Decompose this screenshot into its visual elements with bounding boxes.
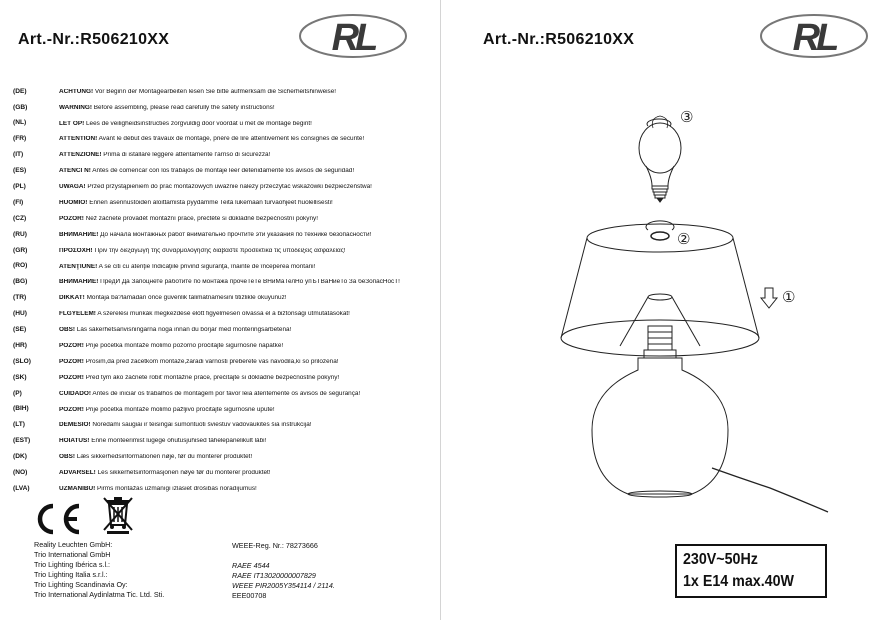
language-code: (LT)	[13, 421, 25, 429]
warning-text	[59, 391, 360, 397]
svg-text:RL: RL	[331, 17, 375, 59]
warning-heading: OBS!	[59, 327, 75, 334]
rl-logo-right	[758, 12, 870, 60]
language-code: (LVA)	[13, 484, 30, 492]
company-line: Trio International GmbH	[34, 550, 111, 559]
warning-row	[13, 434, 433, 450]
language-code: (TR)	[13, 294, 27, 302]
warning-row	[13, 370, 433, 386]
warning-body: ПредИ Да Запоцнете работите по монтажа прочеТеТе ВНиМаТелНо упЪТВаНиеТо За беЗопасНосТ!	[100, 279, 400, 286]
language-code: (SK)	[13, 373, 27, 381]
warning-heading: ATENCI N!	[59, 168, 91, 175]
language-code: (EST)	[13, 437, 31, 445]
warning-body: Než začnete provádět montážní práce, přečtěte si důkladně bezpečnostní pokyny!	[85, 215, 318, 222]
warning-row	[13, 386, 433, 402]
warning-row	[13, 354, 433, 370]
warning-row	[13, 84, 433, 100]
warning-body: Prosim,da pred zacetkom montaze,zaradi varnosti preberete vas navodila,ki so prilozena!	[85, 358, 339, 365]
lamp-socket	[644, 326, 676, 358]
warning-row	[13, 338, 433, 354]
warning-heading: ATTENTION!	[59, 136, 98, 143]
voltage-spec: 230V~50Hz	[683, 551, 758, 568]
warning-row	[13, 291, 433, 307]
safety-warnings-list	[13, 84, 433, 497]
warning-body: Prije početka montaže molimo pažljivo pročitajte sigurnosne upute!	[85, 406, 275, 413]
warning-text	[59, 121, 312, 127]
warning-row	[13, 275, 433, 291]
warning-heading: ATTENZIONE!	[59, 152, 102, 159]
warning-text	[59, 200, 333, 206]
warning-row	[13, 306, 433, 322]
warning-body: A se citi cu atenţie Indicaţiile privind siguranţa, înainte de începerea montării!	[98, 263, 316, 270]
warning-row	[13, 195, 433, 211]
warning-heading: ΠΡΟΣΟΧΗ!	[59, 247, 93, 254]
language-code: (FI)	[13, 198, 24, 206]
warning-body: Läs säkerhetsanvisningarna noga innan du börjar med monteringsarbetena!	[76, 327, 292, 334]
warning-text	[59, 232, 371, 238]
warning-row	[13, 100, 433, 116]
warning-heading: POZOR!	[59, 358, 84, 365]
warning-heading: HUOMIO!	[59, 199, 88, 206]
rl-logo-left	[297, 12, 409, 60]
svg-text:RL: RL	[792, 17, 836, 59]
step-3-label: ③	[680, 108, 694, 126]
warning-body: Πριν την διεξαγωγή της συναρμολόγησης διαβάστε προσεκτικά τις υποδείξεις ασφαλείας!	[94, 247, 346, 254]
language-code: (FR)	[13, 135, 27, 143]
warning-text	[59, 343, 283, 349]
warning-heading: WARNING!	[59, 104, 93, 111]
company-line: Trio International Aydinlatma Tic. Ltd. Sti.	[34, 590, 165, 599]
warning-body: Przed przystąpieniem do prac montażowych uważnie należy przeczytać wskazówki bezpieczeństwa!	[87, 184, 372, 191]
warning-body: Prima di istallare leggere attentamente l'arriso di sicurezza!	[103, 152, 271, 159]
ce-mark-icon	[33, 502, 83, 536]
warning-row	[13, 179, 433, 195]
bulb-spec: 1x E14 max.40W	[683, 573, 794, 590]
spec-box	[675, 544, 827, 598]
warning-row	[13, 481, 433, 497]
warning-heading: HOIATUS!	[59, 438, 90, 445]
warning-body: Lees de veiligheidsinstructies zorgvuldig door voordat u met de montage begint!	[86, 120, 312, 127]
language-code: (P)	[13, 389, 22, 397]
warning-text	[59, 422, 312, 428]
warning-text	[59, 184, 372, 190]
warning-heading: UWAGA!	[59, 184, 86, 191]
weee-registration: WEEE-Reg. Nr.: 78273666	[232, 541, 318, 550]
language-code: (NO)	[13, 469, 28, 477]
language-code: (DK)	[13, 453, 27, 461]
warning-row	[13, 243, 433, 259]
language-code: (ES)	[13, 167, 27, 175]
language-code: (BG)	[13, 278, 28, 286]
warning-text	[59, 216, 318, 222]
warning-row	[13, 322, 433, 338]
warning-body: Prije početka montaže molimo pozorno pročitajte sigurnosne napatke!	[85, 342, 284, 349]
warning-heading: POZOR!	[59, 374, 84, 381]
warning-body: Montaja ba?lamadan önce güvenlik talimatnamesini titizlikle okuyunuz!	[86, 295, 287, 302]
warning-row	[13, 402, 433, 418]
warning-text	[59, 327, 291, 333]
warning-heading: OBS!	[59, 454, 75, 461]
language-code: (HR)	[13, 341, 27, 349]
raee-es: RAEE 4544	[232, 561, 270, 570]
company-addresses	[34, 540, 164, 600]
warning-text	[59, 105, 275, 111]
language-code: (DE)	[13, 87, 27, 95]
warning-heading: CUIDADO!	[59, 390, 91, 397]
warning-heading: ATENŢIUNE!	[59, 263, 98, 270]
warning-heading: ADVARSEL!	[59, 470, 96, 477]
warning-body: Antes de comencar con los trabajos de montaje leer detenidamente los avisos de seguridad!	[92, 168, 355, 175]
warning-row	[13, 132, 433, 148]
language-code: (SE)	[13, 326, 27, 333]
warning-heading: POZOR!	[59, 215, 84, 222]
warning-text	[59, 279, 400, 285]
warning-text	[59, 136, 364, 142]
language-code: (NL)	[13, 119, 27, 127]
warning-row	[13, 163, 433, 179]
page-divider	[440, 0, 441, 620]
light-bulb	[639, 116, 681, 202]
language-code: (IT)	[13, 151, 24, 159]
weee-fi: WEEE PIR2005Y354114 / 2114.	[232, 581, 335, 590]
language-code: (RU)	[13, 230, 27, 238]
warning-heading: FLGYELEM!	[59, 311, 96, 318]
company-line: Trio Lighting Ibérica s.l.:	[34, 560, 111, 569]
warning-text	[59, 264, 315, 270]
warning-row	[13, 259, 433, 275]
company-line: Trio Lighting Italia s.r.l.:	[34, 570, 108, 579]
warning-text	[59, 152, 270, 158]
lamp-assembly-illustration	[560, 108, 830, 528]
article-number-left: Art.-Nr.:R506210XX	[18, 31, 170, 48]
warning-row	[13, 418, 433, 434]
warning-body: Læs sikkerhedsinformationen nøje, før du monterer produktet!	[76, 454, 253, 461]
warning-row	[13, 211, 433, 227]
warning-heading: ВНИМАНИЕ!	[59, 279, 99, 286]
warning-body: До начала монтажных работ внимательно прочтите эти указания по технике безопасности!	[100, 231, 372, 238]
warning-heading: DĖMESIO!	[59, 422, 91, 429]
warning-body: Pred tým ako začnete robiť montážne práce, prečítajte si dôkladne bezpečnostné pokyny!	[85, 374, 340, 381]
warning-heading: POZOR!	[59, 342, 84, 349]
warning-heading: UZMANĪBU!	[59, 486, 96, 492]
language-code: (GR)	[13, 246, 28, 254]
warning-body: Before assembling, please read carefully the safety instructions!	[93, 104, 275, 111]
warning-row	[13, 227, 433, 243]
warning-heading: DIKKAT!	[59, 295, 85, 302]
warning-row	[13, 116, 433, 132]
step-2-label: ②	[677, 230, 691, 248]
warning-heading: ACHTUNG!	[59, 88, 94, 95]
warning-row	[13, 465, 433, 481]
warning-text	[59, 375, 339, 381]
warning-heading: POZOR!	[59, 406, 84, 413]
warning-body: Ennen asennustöiden aloittamista pyydämme Teitä lukemaan turvaohjeet huolellisesti!	[89, 199, 333, 206]
language-code: (GB)	[13, 103, 28, 111]
warning-body: Les sikkerhetsinformasjonen nøye før du monterer produktet!	[97, 470, 271, 477]
language-code: (HU)	[13, 310, 27, 318]
company-line: Trio Lighting Scandinavia Oy:	[34, 580, 128, 589]
article-number-right: Art.-Nr.:R506210XX	[483, 31, 635, 48]
warning-row	[13, 449, 433, 465]
warning-body: Vor Beginn der Montagearbeiten lesen Sie bitte aufmerksam die Sicherheitshinweise!	[94, 88, 337, 95]
warning-body: Norėdami saugiai ir teisingai sumontuoti šviestuv vadovaukitės šia instrukcija!	[92, 422, 312, 429]
step-1-label: ①	[782, 288, 796, 306]
lamp-base	[592, 358, 828, 512]
warning-text	[59, 470, 271, 476]
warning-text	[59, 295, 287, 301]
warning-text	[59, 486, 257, 492]
language-code: (SLO)	[13, 357, 31, 365]
warning-text	[59, 248, 346, 254]
warning-heading: ВНИМАНИЕ!	[59, 231, 99, 238]
warning-heading: LET OP!	[59, 120, 85, 127]
eee-tr: EEE00708	[232, 591, 267, 600]
warning-text	[59, 311, 350, 317]
language-code: (RO)	[13, 262, 28, 270]
language-code: (CZ)	[13, 214, 27, 222]
language-code: (PL)	[13, 182, 26, 190]
warning-body: Avant le début des travaux de montage, prière de lire attentivement les consignes de sécurité!	[98, 136, 365, 143]
warning-text	[59, 359, 339, 365]
crossed-out-wheelie-bin-icon	[101, 495, 135, 535]
warning-text	[59, 168, 354, 174]
warning-body: Pirms montāžas uzmanīgi izlasiet drošības norādījumus!	[97, 486, 257, 492]
warning-body: A szerelési munkák megkezdésé elött figyelmesen olvassa el a biztonsági ütmutatásokat!	[97, 311, 350, 318]
company-line: Reality Leuchten GmbH:	[34, 540, 113, 549]
warning-text	[59, 454, 252, 460]
language-code: (BIH)	[13, 405, 29, 413]
warning-text	[59, 89, 336, 95]
warning-row	[13, 148, 433, 164]
warning-body: Antes de iniciar os trabalhos de montagem por favor leia atentemente os avisos de segurança!	[92, 390, 361, 397]
warning-body: Enne monteerimist lugege ohutusjuhised tähelepanelikult läbi!	[91, 438, 267, 445]
warning-text	[59, 407, 275, 413]
warning-text	[59, 438, 266, 444]
raee-it: RAEE IT13020000007829	[232, 571, 316, 580]
lamp-shade	[561, 224, 759, 356]
